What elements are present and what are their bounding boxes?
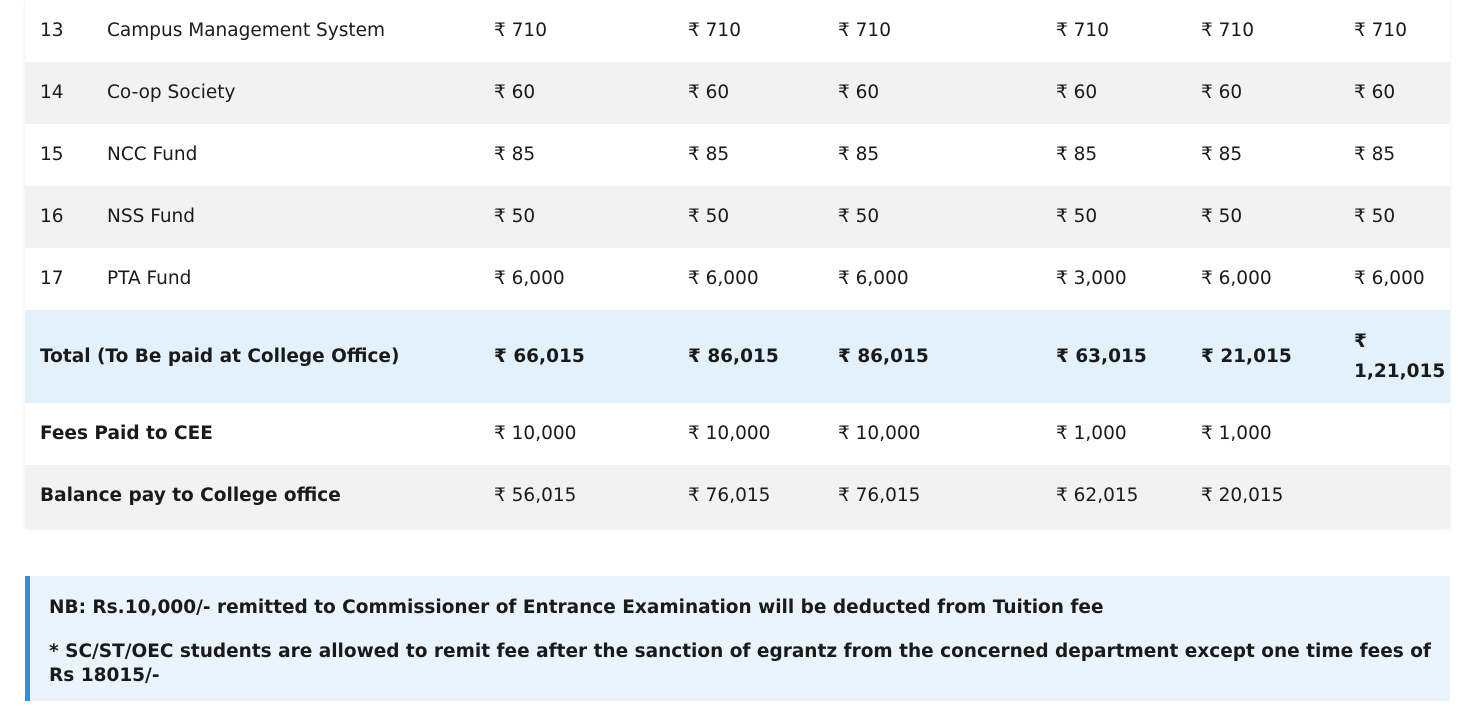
fee-cell: ₹ 6,000 bbox=[494, 268, 565, 289]
fee-cell: ₹ 85 bbox=[1201, 144, 1243, 165]
fee-item-name: NSS Fund bbox=[107, 206, 196, 227]
total-cell: ₹ 86,015 bbox=[688, 345, 779, 367]
fee-table-container bbox=[25, 0, 1450, 527]
table-row bbox=[25, 248, 1450, 310]
fee-cell: ₹ 76,015 bbox=[838, 485, 921, 506]
fee-cell: ₹ 3,000 bbox=[1056, 268, 1127, 289]
balance-label: Balance pay to College office bbox=[40, 485, 341, 506]
table-row bbox=[25, 124, 1450, 186]
fee-cell: ₹ 1,000 bbox=[1201, 423, 1272, 444]
fee-cell: ₹ 10,000 bbox=[688, 423, 771, 444]
fee-cell: ₹ 60 bbox=[1201, 82, 1243, 103]
fee-item-name: Campus Management System bbox=[107, 20, 385, 41]
fee-cell bbox=[1339, 465, 1450, 527]
fee-cell: ₹ 710 bbox=[688, 20, 741, 41]
fee-cell: ₹ 710 bbox=[1056, 20, 1109, 41]
table-row bbox=[25, 186, 1450, 248]
fee-item-name: PTA Fund bbox=[107, 268, 192, 289]
fee-cell: ₹ 6,000 bbox=[838, 268, 909, 289]
notice-box bbox=[25, 576, 1450, 701]
fee-cell: ₹ 56,015 bbox=[494, 485, 577, 506]
cee-fees-label: Fees Paid to CEE bbox=[40, 423, 213, 444]
total-row bbox=[25, 310, 1450, 403]
fee-cell: ₹ 1,000 bbox=[1056, 423, 1127, 444]
fee-cell: ₹ 60 bbox=[688, 82, 730, 103]
fee-cell: ₹ 710 bbox=[1354, 20, 1407, 41]
total-label: Total (To Be paid at College Office) bbox=[40, 345, 400, 367]
fee-cell: ₹ 60 bbox=[1354, 82, 1396, 103]
fee-cell: ₹ 50 bbox=[494, 206, 536, 227]
total-cell: ₹ 1,21,015 bbox=[1354, 330, 1446, 382]
fee-cell: ₹ 10,000 bbox=[838, 423, 921, 444]
total-cell: ₹ 63,015 bbox=[1056, 345, 1147, 367]
fee-cell: ₹ 60 bbox=[838, 82, 880, 103]
fee-cell: ₹ 710 bbox=[838, 20, 891, 41]
total-cell: ₹ 21,015 bbox=[1201, 345, 1292, 367]
row-number: 15 bbox=[40, 144, 64, 165]
row-number: 17 bbox=[40, 268, 64, 289]
fee-cell: ₹ 85 bbox=[688, 144, 730, 165]
row-number: 13 bbox=[40, 20, 64, 41]
fee-cell: ₹ 85 bbox=[838, 144, 880, 165]
fee-item-name: NCC Fund bbox=[107, 144, 198, 165]
fee-cell bbox=[1339, 403, 1450, 465]
row-number: 16 bbox=[40, 206, 64, 227]
fee-cell: ₹ 60 bbox=[1056, 82, 1098, 103]
fee-cell: ₹ 50 bbox=[1354, 206, 1396, 227]
fee-cell: ₹ 85 bbox=[494, 144, 536, 165]
cee-fees-row bbox=[25, 403, 1450, 465]
fee-cell: ₹ 85 bbox=[1354, 144, 1396, 165]
fee-cell: ₹ 6,000 bbox=[688, 268, 759, 289]
fee-cell: ₹ 710 bbox=[1201, 20, 1254, 41]
fee-cell: ₹ 6,000 bbox=[1354, 268, 1425, 289]
row-number: 14 bbox=[40, 82, 64, 103]
fee-cell: ₹ 710 bbox=[494, 20, 547, 41]
table-row bbox=[25, 0, 1450, 62]
fee-cell: ₹ 85 bbox=[1056, 144, 1098, 165]
fee-cell: ₹ 62,015 bbox=[1056, 485, 1139, 506]
total-cell: ₹ 86,015 bbox=[838, 345, 929, 367]
fee-cell: ₹ 20,015 bbox=[1201, 485, 1284, 506]
fee-cell: ₹ 50 bbox=[1201, 206, 1243, 227]
fee-table bbox=[25, 0, 1450, 527]
fee-cell: ₹ 50 bbox=[838, 206, 880, 227]
total-cell: ₹ 66,015 bbox=[494, 345, 585, 367]
table-row bbox=[25, 62, 1450, 124]
egrantz-note: * SC/ST/OEC students are allowed to remit fee after the sanction of egrantz from the concerned department except one time fees of Rs 18015/- bbox=[49, 641, 1431, 686]
fee-cell: ₹ 50 bbox=[688, 206, 730, 227]
fee-item-name: Co-op Society bbox=[107, 82, 236, 103]
fee-cell: ₹ 50 bbox=[1056, 206, 1098, 227]
fee-cell: ₹ 60 bbox=[494, 82, 536, 103]
balance-row bbox=[25, 465, 1450, 527]
tuition-deduction-note: NB: Rs.10,000/- remitted to Commissioner of Entrance Examination will be deducted from Tuition fee bbox=[49, 597, 1104, 618]
fee-cell: ₹ 10,000 bbox=[494, 423, 577, 444]
fee-cell: ₹ 76,015 bbox=[688, 485, 771, 506]
fee-cell: ₹ 6,000 bbox=[1201, 268, 1272, 289]
